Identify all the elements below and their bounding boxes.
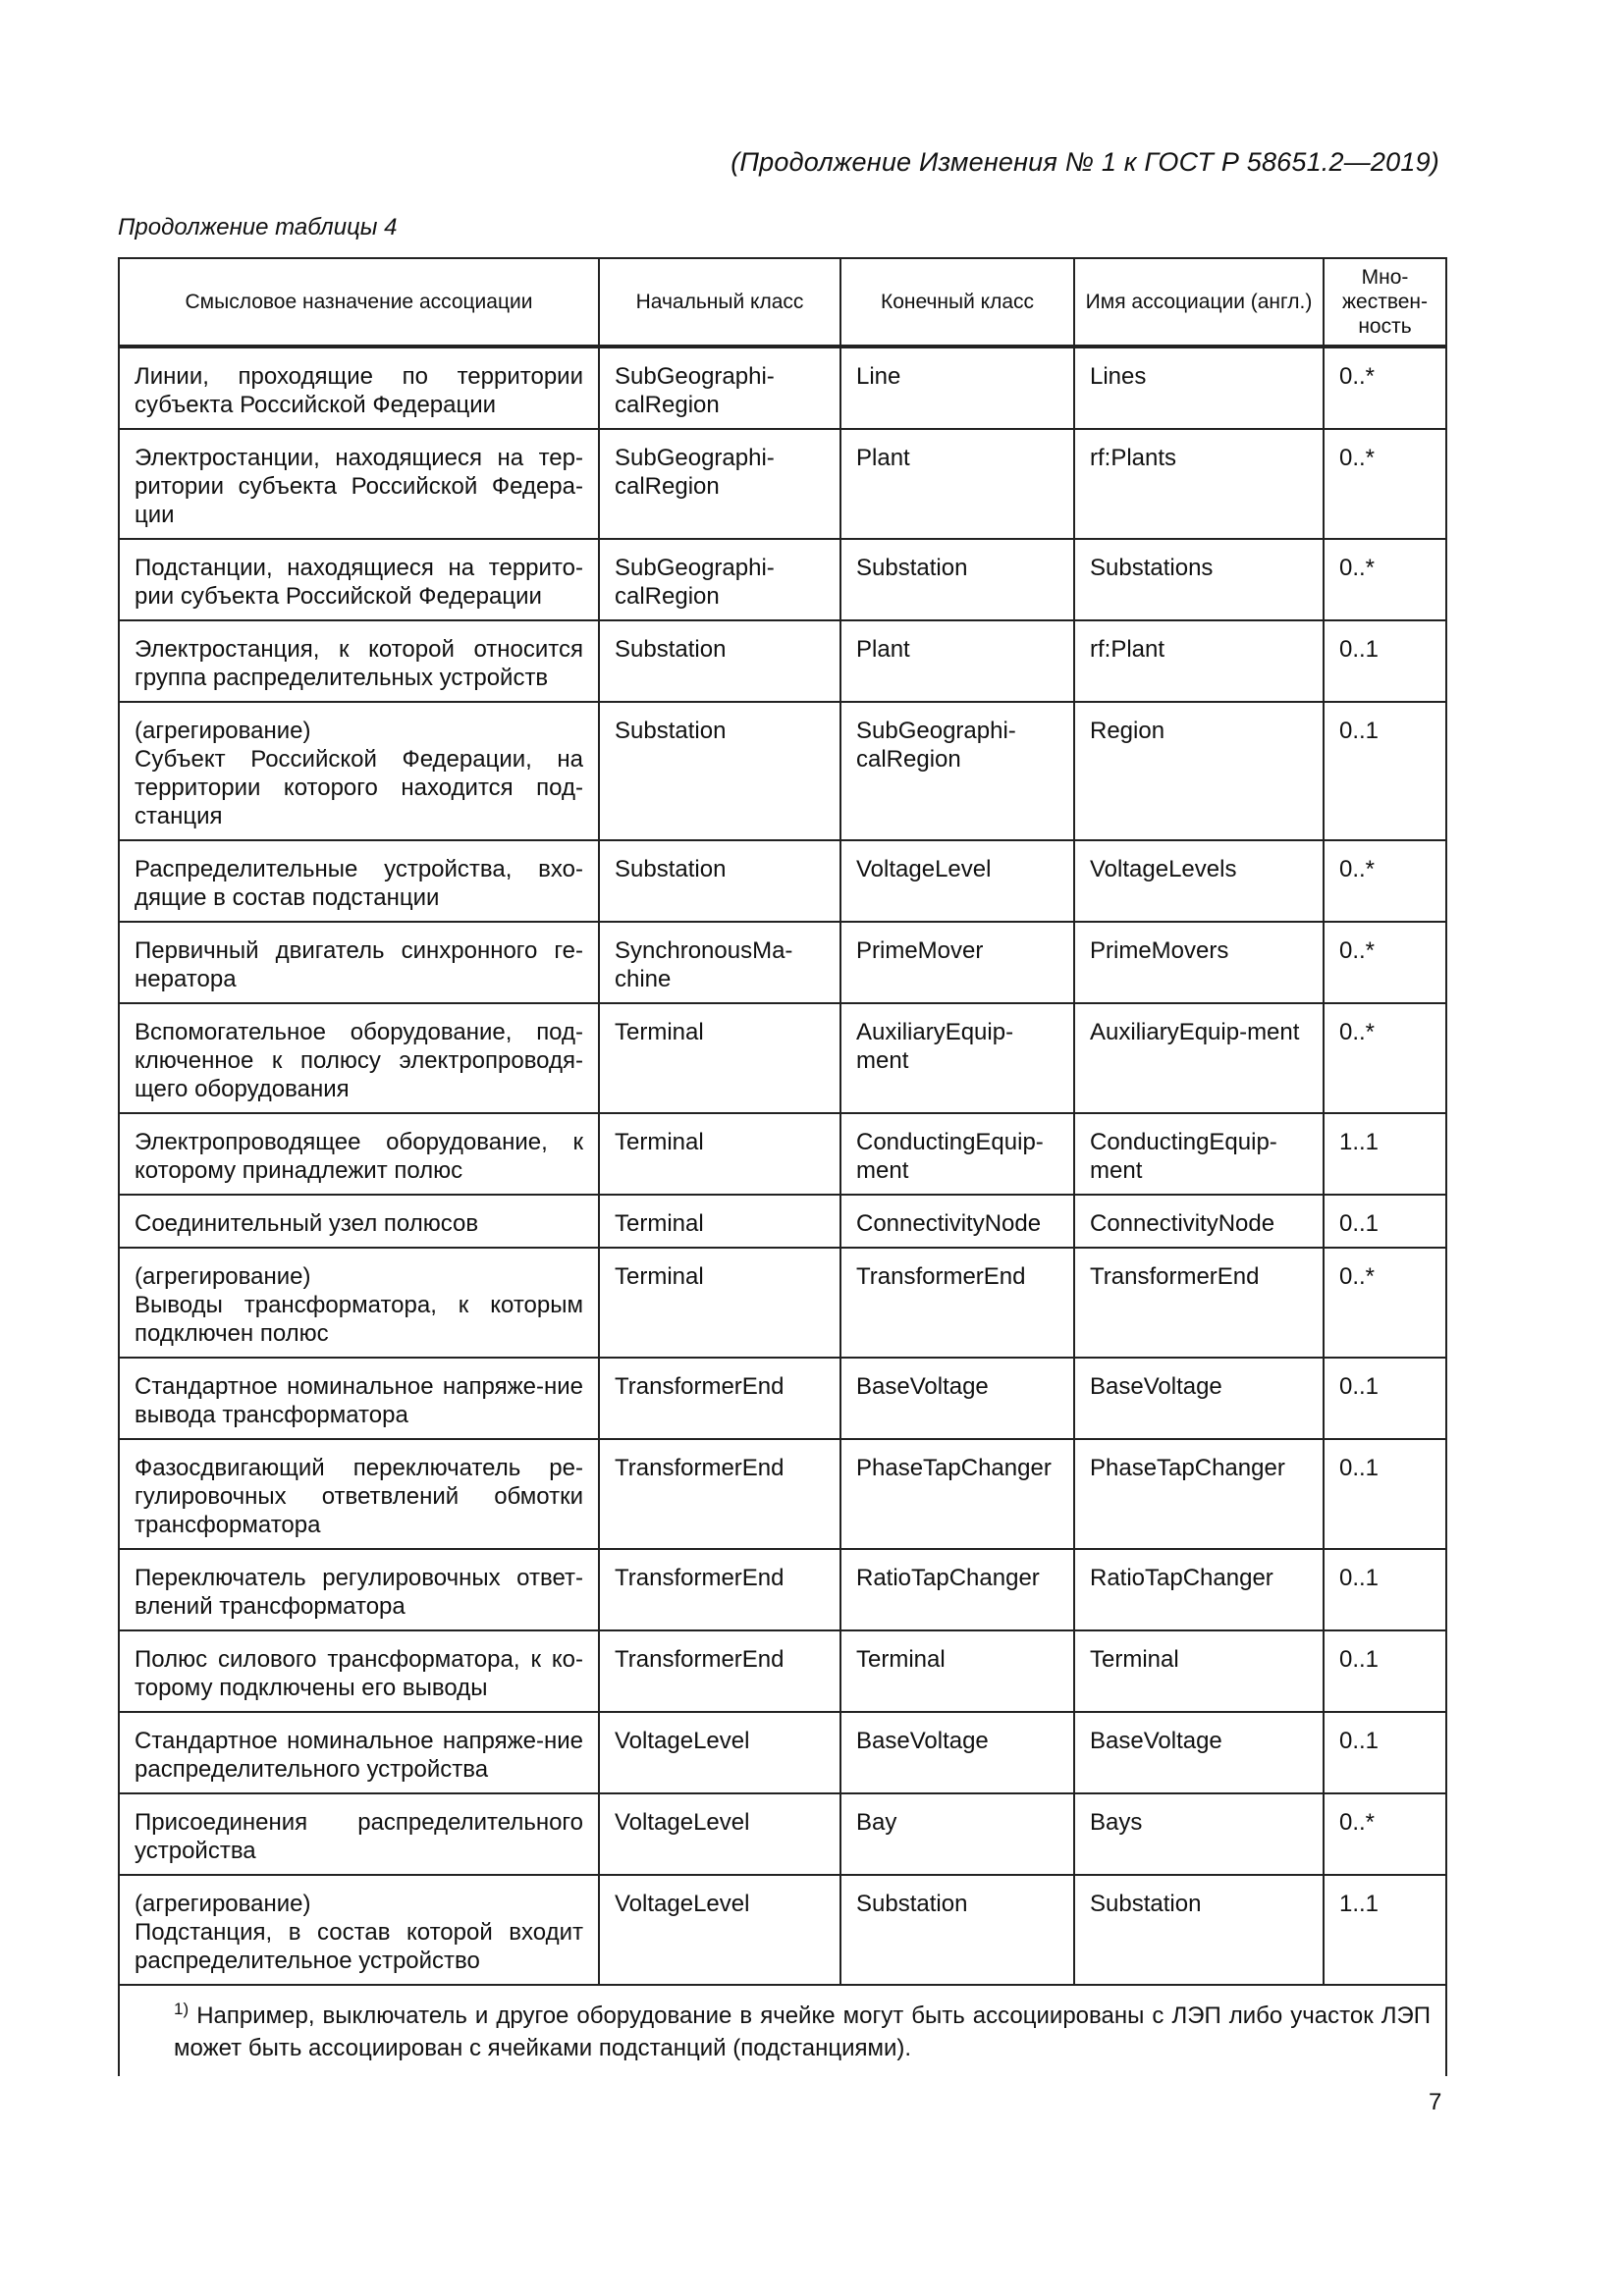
meaning-line: Распределительные устройства, вхо-дящие в состав подстанции [135,856,583,911]
cell-end-class: ConnectivityNode [840,1195,1074,1248]
cell-meaning [119,620,599,702]
cell-end-class: PrimeMover [840,922,1074,1003]
cell-meaning [119,922,599,1003]
cell-association-name: rf:Plants [1074,429,1324,539]
column-header-association-name: Имя ассоциации (англ.) [1074,258,1324,347]
table-row [119,347,1446,429]
meaning-line: Первичный двигатель синхронного ге-нератора [135,937,583,992]
cell-association-name: ConductingEquip-ment [1074,1113,1324,1195]
meaning-line: Подстанция, в состав которой входит распределительное устройство [135,1919,583,1974]
table-row [119,840,1446,922]
cell-end-class: BaseVoltage [840,1712,1074,1793]
footnote-text: Например, выключатель и другое оборудование в ячейке могут быть ассоциированы с ЛЭП либо участок ЛЭП может быть ассоциирован с ячейками подстанций (подстанциями). [174,2002,1432,2061]
footnote-marker: 1) [174,2000,189,2018]
cell-association-name: RatioTapChanger [1074,1549,1324,1630]
column-header-multiplicity: Мно-жествен-ность [1324,258,1446,347]
document-continuation-header: (Продолжение Изменения № 1 к ГОСТ Р 58651.2—2019) [731,147,1439,177]
table-row [119,620,1446,702]
cell-meaning [119,1248,599,1358]
cell-meaning [119,1875,599,1985]
cell-multiplicity: 0..1 [1324,702,1446,840]
meaning-line: Присоединения распределительного устройства [135,1809,583,1864]
cell-start-class: SubGeographi-calRegion [599,429,840,539]
cell-start-class: SubGeographi-calRegion [599,539,840,620]
cell-association-name: Terminal [1074,1630,1324,1712]
cell-association-name: Substation [1074,1875,1324,1985]
cell-start-class: VoltageLevel [599,1712,840,1793]
cell-multiplicity: 0..* [1324,922,1446,1003]
cell-multiplicity: 0..1 [1324,1439,1446,1549]
cell-multiplicity: 0..* [1324,429,1446,539]
cell-start-class: TransformerEnd [599,1358,840,1439]
meaning-line: Линии, проходящие по территории субъекта Российской Федерации [135,363,583,418]
cell-meaning [119,1195,599,1248]
meaning-line: Фазосдвигающий переключатель ре-гулировочных ответвлений обмотки трансформатора [135,1455,583,1538]
cell-end-class: Plant [840,429,1074,539]
cell-multiplicity: 1..1 [1324,1875,1446,1985]
meaning-line: Подстанции, находящиеся на террито-рии субъекта Российской Федерации [135,555,583,610]
meaning-line: Электростанция, к которой относится группа распределительных устройств [135,636,583,691]
cell-meaning [119,429,599,539]
cell-association-name: AuxiliaryEquip-ment [1074,1003,1324,1113]
cell-association-name: PhaseTapChanger [1074,1439,1324,1549]
cell-start-class: Terminal [599,1195,840,1248]
cell-end-class: BaseVoltage [840,1358,1074,1439]
meaning-line: Полюс силового трансформатора, к ко-торому подключены его выводы [135,1646,583,1701]
cell-end-class: Plant [840,620,1074,702]
cell-meaning [119,1358,599,1439]
meaning-line: Соединительный узел полюсов [135,1210,479,1237]
cell-association-name: PrimeMovers [1074,922,1324,1003]
table-row [119,1439,1446,1549]
table-header-row [119,258,1446,347]
cell-start-class: VoltageLevel [599,1875,840,1985]
cell-association-name: Region [1074,702,1324,840]
cell-association-name: BaseVoltage [1074,1358,1324,1439]
meaning-line: Электропроводящее оборудование, к которому принадлежит полюс [135,1129,583,1184]
column-header-meaning: Смысловое назначение ассоциации [119,258,599,347]
cell-end-class: Bay [840,1793,1074,1875]
table-row [119,1003,1446,1113]
table-row [119,922,1446,1003]
table-row [119,1248,1446,1358]
cell-end-class: Substation [840,1875,1074,1985]
cell-end-class: VoltageLevel [840,840,1074,922]
cell-start-class: TransformerEnd [599,1439,840,1549]
table-row [119,702,1446,840]
cell-start-class: VoltageLevel [599,1793,840,1875]
cell-start-class: Substation [599,840,840,922]
cell-meaning [119,1439,599,1549]
cell-end-class: Substation [840,539,1074,620]
table-row [119,429,1446,539]
meaning-line: Стандартное номинальное напряже-ние вывода трансформатора [135,1373,583,1428]
cell-end-class: Line [840,347,1074,429]
cell-multiplicity: 0..1 [1324,1195,1446,1248]
cell-start-class: Substation [599,702,840,840]
table-row [119,1712,1446,1793]
cell-end-class: PhaseTapChanger [840,1439,1074,1549]
cell-end-class: ConductingEquip-ment [840,1113,1074,1195]
table-row [119,1358,1446,1439]
cell-multiplicity: 0..* [1324,347,1446,429]
meaning-line: Переключатель регулировочных ответ-влений трансформатора [135,1565,583,1620]
cell-association-name: Substations [1074,539,1324,620]
meaning-line: Вспомогательное оборудование, под-ключенное к полюсу электропроводя-щего оборудования [135,1019,583,1102]
cell-association-name: rf:Plant [1074,620,1324,702]
cell-start-class: Terminal [599,1248,840,1358]
cell-multiplicity: 0..1 [1324,1358,1446,1439]
footnote-row [119,1985,1446,2076]
cell-multiplicity: 0..* [1324,539,1446,620]
cell-start-class: SynchronousMa-chine [599,922,840,1003]
cell-multiplicity: 0..* [1324,840,1446,922]
cell-multiplicity: 0..* [1324,1793,1446,1875]
cell-start-class: SubGeographi-calRegion [599,347,840,429]
associations-table [118,257,1447,2076]
table-row [119,539,1446,620]
cell-multiplicity: 0..* [1324,1248,1446,1358]
table-caption: Продолжение таблицы 4 [118,214,398,240]
cell-meaning [119,1712,599,1793]
cell-multiplicity: 0..1 [1324,620,1446,702]
cell-association-name: TransformerEnd [1074,1248,1324,1358]
cell-end-class: RatioTapChanger [840,1549,1074,1630]
cell-start-class: TransformerEnd [599,1549,840,1630]
cell-start-class: TransformerEnd [599,1630,840,1712]
cell-start-class: Terminal [599,1113,840,1195]
cell-association-name: BaseVoltage [1074,1712,1324,1793]
cell-meaning [119,1113,599,1195]
table-row [119,1875,1446,1985]
cell-meaning [119,1793,599,1875]
cell-multiplicity: 0..* [1324,1003,1446,1113]
cell-multiplicity: 0..1 [1324,1630,1446,1712]
cell-meaning [119,539,599,620]
cell-meaning [119,1549,599,1630]
table-row [119,1793,1446,1875]
cell-association-name: ConnectivityNode [1074,1195,1324,1248]
cell-meaning [119,840,599,922]
column-header-start-class: Начальный класс [599,258,840,347]
cell-end-class: AuxiliaryEquip-ment [840,1003,1074,1113]
cell-start-class: Substation [599,620,840,702]
cell-association-name: Lines [1074,347,1324,429]
table-footnote [119,1985,1446,2076]
meaning-line: Субъект Российской Федерации, на территории которого находится под-станция [135,746,583,829]
cell-multiplicity: 0..1 [1324,1549,1446,1630]
table-row [119,1113,1446,1195]
cell-meaning [119,347,599,429]
page-number: 7 [1429,2089,1442,2115]
cell-multiplicity: 0..1 [1324,1712,1446,1793]
table-row [119,1195,1446,1248]
column-header-end-class: Конечный класс [840,258,1074,347]
cell-end-class: TransformerEnd [840,1248,1074,1358]
cell-end-class: SubGeographi-calRegion [840,702,1074,840]
meaning-line: (агрегирование) [135,1263,311,1290]
table-row [119,1630,1446,1712]
meaning-line: (агрегирование) [135,1891,311,1917]
cell-start-class: Terminal [599,1003,840,1113]
cell-meaning [119,1003,599,1113]
meaning-line: (агрегирование) [135,718,311,744]
cell-end-class: Terminal [840,1630,1074,1712]
meaning-line: Выводы трансформатора, к которым подключен полюс [135,1292,583,1347]
cell-association-name: VoltageLevels [1074,840,1324,922]
cell-meaning [119,1630,599,1712]
meaning-line: Электростанции, находящиеся на тер-ритории субъекта Российской Федера-ции [135,445,583,528]
cell-association-name: Bays [1074,1793,1324,1875]
cell-multiplicity: 1..1 [1324,1113,1446,1195]
table-row [119,1549,1446,1630]
cell-meaning [119,702,599,840]
meaning-line: Стандартное номинальное напряже-ние распределительного устройства [135,1728,583,1783]
